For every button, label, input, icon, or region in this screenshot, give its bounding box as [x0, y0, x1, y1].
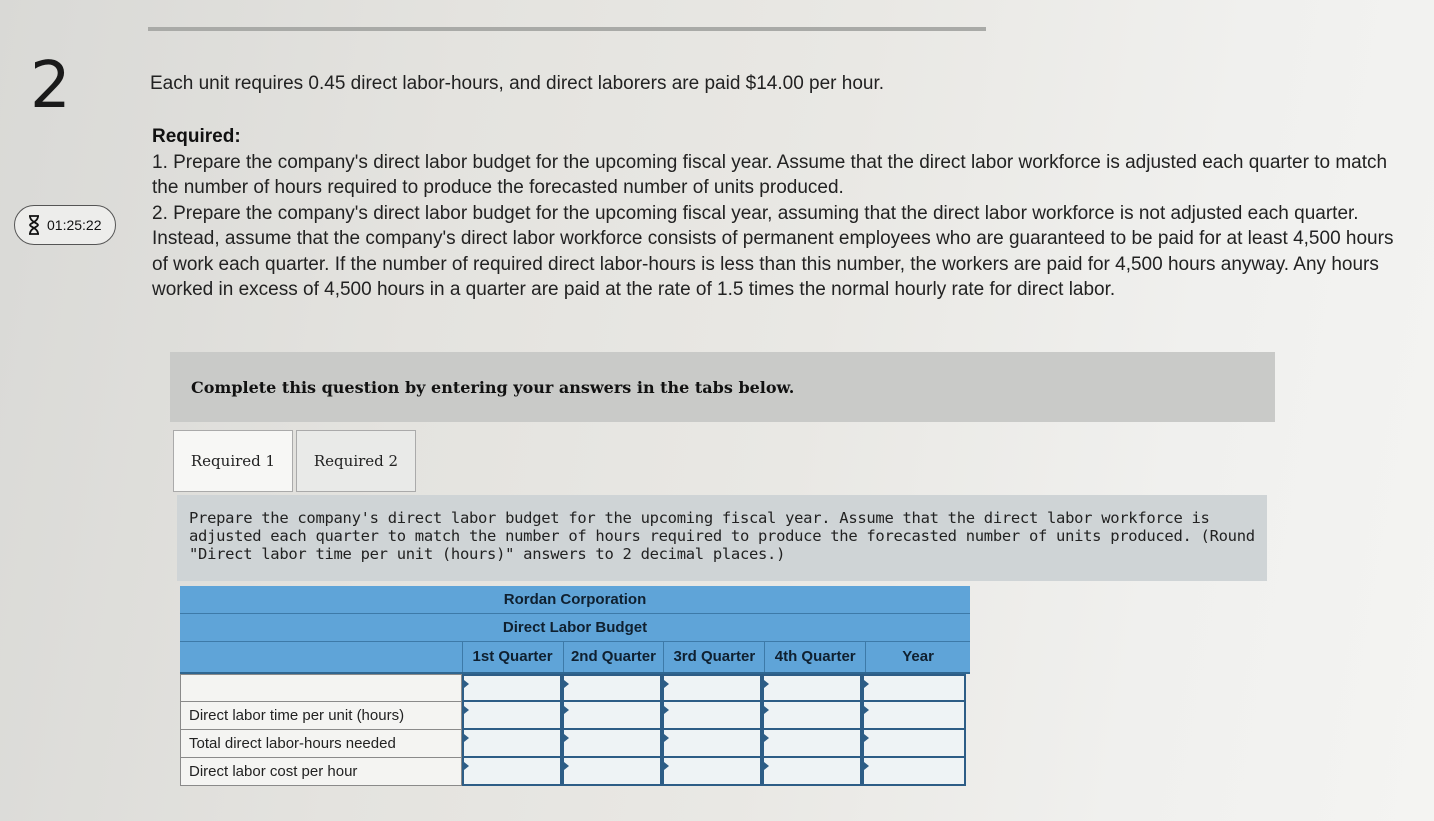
input-r1-q4[interactable]: [764, 676, 860, 700]
cell-year[interactable]: [862, 674, 966, 702]
tab-required-1[interactable]: Required 1: [173, 430, 293, 492]
column-header-row: [180, 642, 970, 674]
cell-q3[interactable]: [662, 730, 762, 758]
cell-q4[interactable]: [762, 674, 862, 702]
header-spacer: [180, 642, 462, 672]
column-header-q1: 1st Quarter: [462, 642, 563, 672]
hourglass-icon: [27, 215, 41, 235]
budget-title: Direct Labor Budget: [180, 614, 970, 642]
input-r1-q1[interactable]: [464, 676, 560, 700]
input-r2-q1[interactable]: [464, 702, 560, 728]
cell-q2[interactable]: [562, 702, 662, 730]
input-r3-q2[interactable]: [564, 730, 660, 756]
company-name: Rordan Corporation: [180, 586, 970, 614]
table-row: [180, 730, 970, 758]
required-item-1: 1. Prepare the company's direct labor budget for the upcoming fiscal year. Assume that the direct labor workforce is adjusted each quarter to match the number of hours required to produce the forecasted number of units produced.: [152, 151, 1388, 198]
cell-q3[interactable]: [662, 758, 762, 786]
table-row: [180, 702, 970, 730]
row-label: Direct labor time per unit (hours): [180, 702, 462, 730]
cell-year[interactable]: [862, 730, 966, 758]
top-divider: [148, 27, 986, 31]
input-r2-year[interactable]: [864, 702, 964, 728]
cell-q3[interactable]: [662, 674, 762, 702]
input-r4-q4[interactable]: [764, 758, 860, 784]
required-title: Required:: [152, 126, 241, 147]
cell-q2[interactable]: [562, 730, 662, 758]
cell-q4[interactable]: [762, 702, 862, 730]
row-label-input[interactable]: [180, 674, 462, 702]
input-r4-year[interactable]: [864, 758, 964, 784]
tab-instructions: Prepare the company's direct labor budget for the upcoming fiscal year. Assume that the direct labor workforce is adjusted each quarter to match the number of hours required to produce the forecasted number of units produced. (Round "Direct labor time per unit (hours)" answers to 2 decimal places.): [177, 495, 1267, 581]
timer-text: 01:25:22: [47, 217, 102, 233]
table-row: [180, 758, 970, 786]
question-number: 2: [30, 49, 71, 123]
column-header-q4: 4th Quarter: [764, 642, 865, 672]
input-r3-q4[interactable]: [764, 730, 860, 756]
column-header-q2: 2nd Quarter: [563, 642, 664, 672]
cell-q2[interactable]: [562, 758, 662, 786]
cell-year[interactable]: [862, 702, 966, 730]
direct-labor-budget-table: [180, 586, 970, 786]
input-r4-q2[interactable]: [564, 758, 660, 784]
input-r2-q2[interactable]: [564, 702, 660, 728]
input-r3-year[interactable]: [864, 730, 964, 756]
row-label: Total direct labor-hours needed: [180, 730, 462, 758]
input-r4-q1[interactable]: [464, 758, 560, 784]
cell-q4[interactable]: [762, 758, 862, 786]
timer-badge: [14, 205, 116, 245]
input-r2-q3[interactable]: [664, 702, 760, 728]
table-row: [180, 674, 970, 702]
cell-q1[interactable]: [462, 674, 562, 702]
answer-tabs: [173, 430, 416, 492]
question-intro: Each unit requires 0.45 direct labor-hours, and direct laborers are paid $14.00 per hour.: [150, 73, 885, 94]
column-header-year: Year: [865, 642, 970, 672]
cell-q1[interactable]: [462, 758, 562, 786]
instructions-banner: Complete this question by entering your answers in the tabs below.: [170, 352, 1275, 422]
column-header-q3: 3rd Quarter: [663, 642, 764, 672]
row-label: Direct labor cost per hour: [180, 758, 462, 786]
input-r3-q1[interactable]: [464, 730, 560, 756]
cell-q1[interactable]: [462, 702, 562, 730]
required-item-2: 2. Prepare the company's direct labor budget for the upcoming fiscal year, assuming that the direct labor workforce is not adjusted each quarter. Instead, assume that the company's direct labor workforce consists of permanent employees who are guaranteed to be paid for at least 4,500 hours of work each quarter. If the number of required direct labor-hours is less than this number, the workers are paid for 4,500 hours anyway. Any hours worked in excess of 4,500 hours in a quarter are paid at the rate of 1.5 times the normal hourly rate for direct labor.: [152, 202, 1394, 300]
input-r2-q4[interactable]: [764, 702, 860, 728]
input-r4-q3[interactable]: [664, 758, 760, 784]
cell-q4[interactable]: [762, 730, 862, 758]
cell-q3[interactable]: [662, 702, 762, 730]
tab-required-2[interactable]: Required 2: [296, 430, 416, 492]
cell-year[interactable]: [862, 758, 966, 786]
input-r1-q3[interactable]: [664, 676, 760, 700]
input-r3-q3[interactable]: [664, 730, 760, 756]
input-r1-q2[interactable]: [564, 676, 660, 700]
input-r1-year[interactable]: [864, 676, 964, 700]
cell-q2[interactable]: [562, 674, 662, 702]
cell-q1[interactable]: [462, 730, 562, 758]
required-section: [152, 124, 1407, 303]
